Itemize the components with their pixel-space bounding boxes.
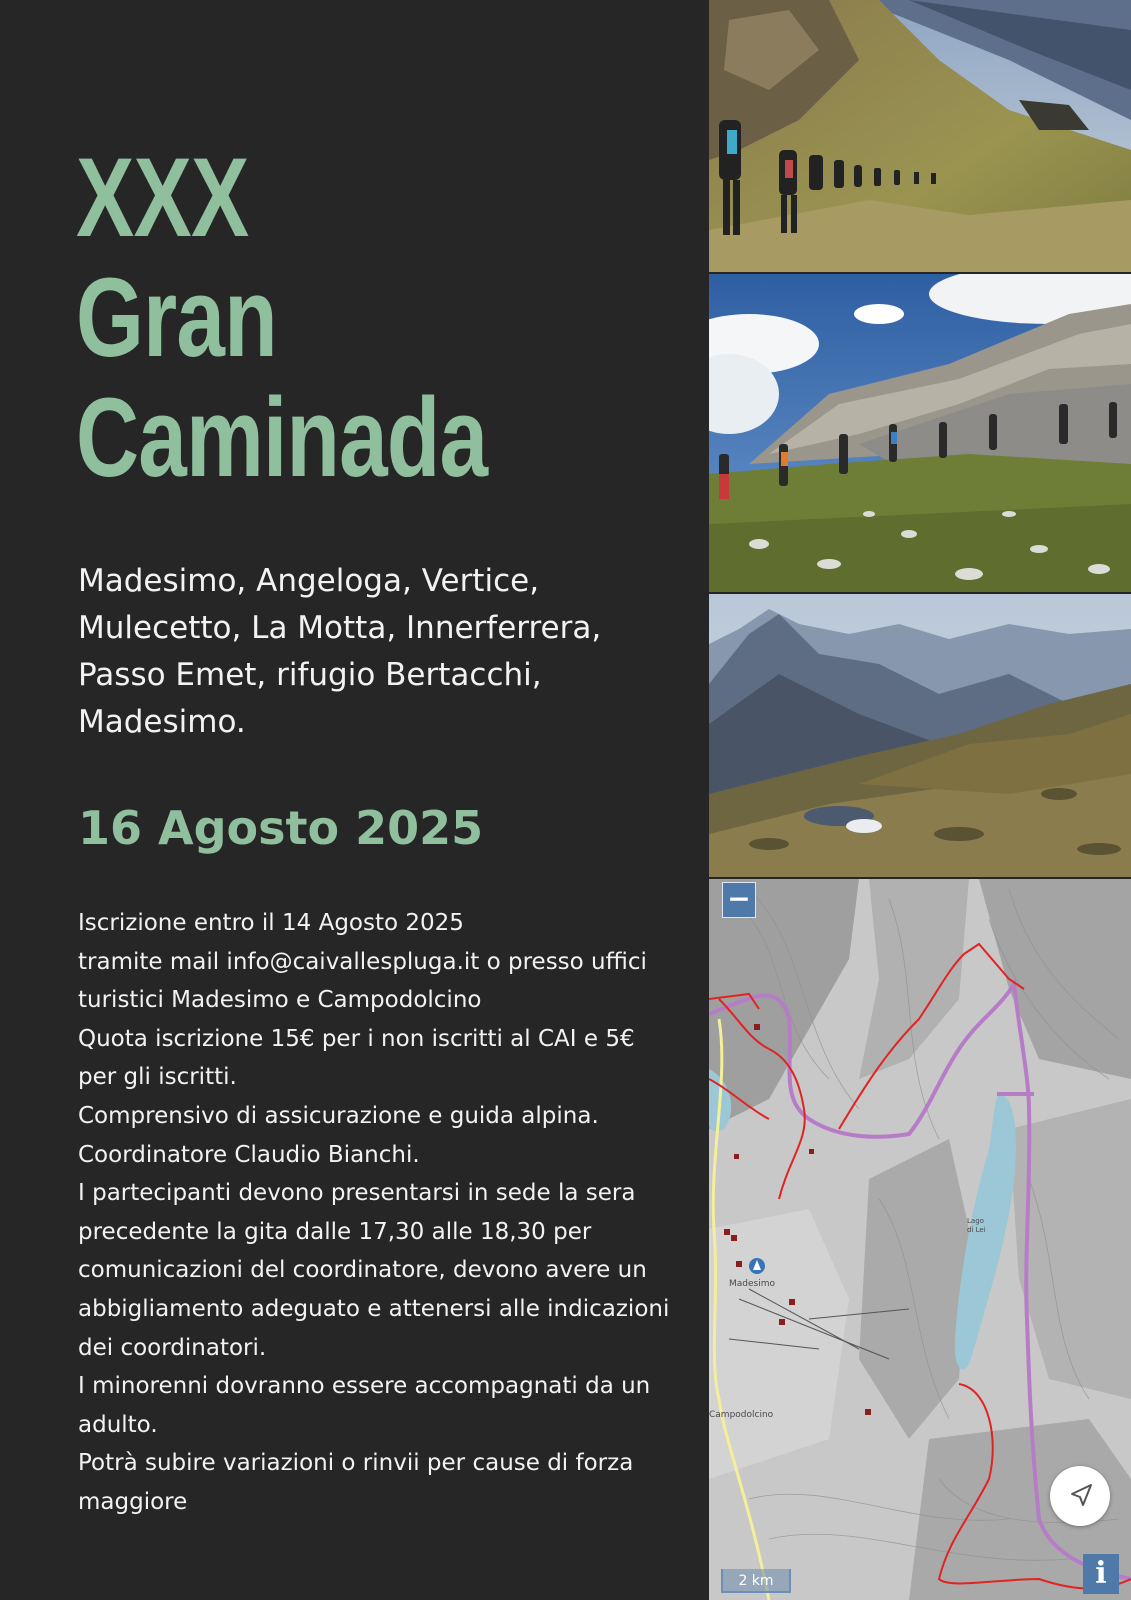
navigation-arrow-icon	[1050, 1466, 1110, 1526]
event-date: 16 Agosto 2025	[78, 801, 484, 855]
map-label-campodolcino: Campodolcino	[709, 1410, 774, 1420]
info-line-variations: Potrà subire variazioni o rinvii per cause di forza maggiore	[78, 1450, 634, 1515]
locate-button[interactable]	[1050, 1466, 1110, 1526]
map-scale: 2 km	[721, 1569, 791, 1593]
info-line-minors: I minorenni dovranno essere accompagnati da un adulto.	[78, 1373, 651, 1438]
photo-hikers-cliff	[709, 274, 1131, 592]
title-line-1: XXX	[76, 135, 249, 260]
info-line-insurance: Comprensivo di assicurazione e guida alpina.	[78, 1102, 599, 1129]
info-line-coordinator: Coordinatore Claudio Bianchi.	[78, 1141, 420, 1168]
info-line-contact: tramite mail info@caivallespluga.it o presso uffici turistici Madesimo e Campodolcino	[78, 948, 647, 1014]
map-label-madesimo: Madesimo	[729, 1279, 775, 1289]
event-title	[76, 135, 488, 500]
zoom-out-button[interactable]	[722, 882, 756, 918]
route-map[interactable]	[709, 879, 1131, 1600]
info-line-fee: Quota iscrizione 15€ per i non iscritti al CAI e 5€ per gli iscritti.	[78, 1025, 635, 1091]
minus-icon: −	[727, 882, 751, 915]
event-info	[78, 904, 678, 1522]
image-column	[709, 0, 1131, 1600]
info-line-participants: I partecipanti devono presentarsi in sede la sera precedente la gita dalle 17,30 alle 18,30 per comunicazioni del coordinatore, devono avere un abbigliamento adeguato e attenersi alle indicazioni dei coordinatori.	[78, 1180, 670, 1361]
photo-mountain-lakes	[709, 594, 1131, 877]
title-line-2: Gran	[76, 255, 277, 380]
map-label-lake: Lago di Lei	[967, 1217, 986, 1234]
info-icon: i	[1095, 1556, 1107, 1591]
photo-hikers-ridge	[709, 0, 1131, 272]
info-button[interactable]	[1083, 1554, 1119, 1594]
info-line-registration: Iscrizione entro il 14 Agosto 2025	[78, 910, 464, 936]
title-line-3: Caminada	[76, 375, 488, 500]
route-places: Madesimo, Angeloga, Vertice, Mulecetto, La Motta, Innerferrera, Passo Emet, rifugio Bertacchi, Madesimo.	[78, 563, 602, 740]
